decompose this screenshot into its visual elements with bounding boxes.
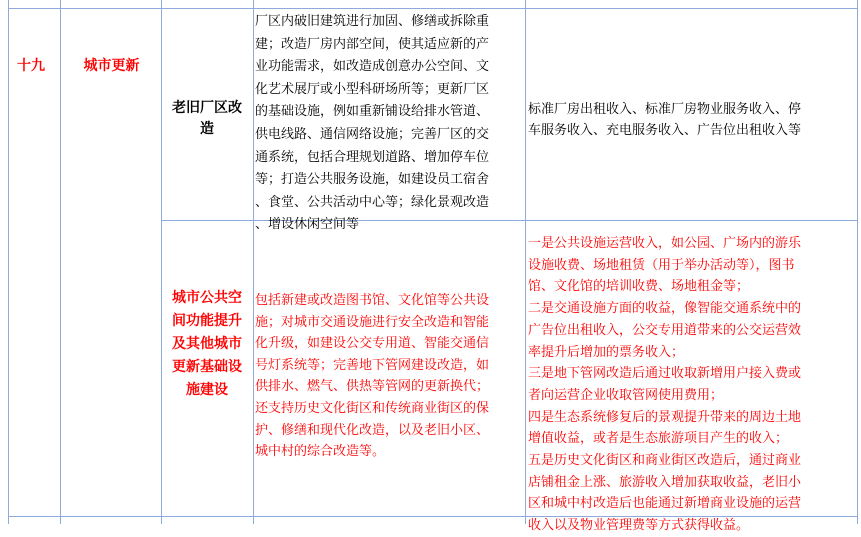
table-border (8, 8, 858, 9)
item-title: 老旧厂区改 造 (172, 100, 242, 137)
item-description: 包括新建或改造图书馆、文化馆等公共设 施；对城市交通设施进行安全改造和智能 化升级，如建设公交专用道、智能交通信 号灯系统等；完善地下管网建设改造，如 供排水、燃气、供热等管网的更新换代； 还支持历史文化街区和传统商业街区的保 护、修缮和现代化改造，以及老旧小区、 城中村的综合改造等。 (255, 293, 490, 460)
item-title: 城市公共空 间功能提升 及其他城市 更新基础设 施建设 (172, 290, 242, 398)
table-border (857, 0, 858, 524)
row-category: 城市更新 (83, 58, 140, 74)
table-border (60, 0, 61, 524)
table-border (525, 0, 526, 524)
item-revenue: 一是公共设施运营收入，如公园、广场内的游乐 设施收费、场地租赁（用于举办活动等），图书 馆、文化馆的培训收费、场地租金等； 二是交通设施方面的收益，像智能交通系统中的 广告位出租收入，公交专用道带来的公交运营效 率提升后增加的票务收入； 三是地下管网改造后通过收取新增用户接入费或 者向运营企业收取管网使用费用； 四是生态系统修复后的景观提升带来的周边土地 增值收益，或者是生态旅游项目产生的收入； 五是历史文化街区和商业街区改造后，通过商业 店铺租金上涨、旅游收入增加获取收益，老旧小 区和城中村改造后也能通过新增商业设施的运营 收入以及物业管理费等方式获得收益。 (528, 236, 802, 534)
row-index: 十九 (17, 58, 45, 74)
table-border (161, 0, 162, 524)
item-revenue: 标准厂房出租收入、标准厂房物业服务收入、停 车服务收入、充电服务收入、广告位出租收入等 (528, 102, 802, 138)
table-border (253, 0, 254, 524)
table-border (8, 0, 9, 524)
item-description: 厂区内破旧建筑进行加固、修缮或拆除重 建；改造厂房内部空间，使其适应新的产 业功能需求，如改造成创意办公空间、文 化艺术展厅或小型科研场所等；更新厂区 的基础设施，例如重新铺设给排水管道、 供电线路、通信网络设施；完善厂区的交 通系统，包括合理规划道路、增加停车位 等；打造公共服务设施，如建设员工宿舍 、食堂、公共活动中心等；绿化景观改造 、增设休闲空间等 (255, 14, 490, 233)
